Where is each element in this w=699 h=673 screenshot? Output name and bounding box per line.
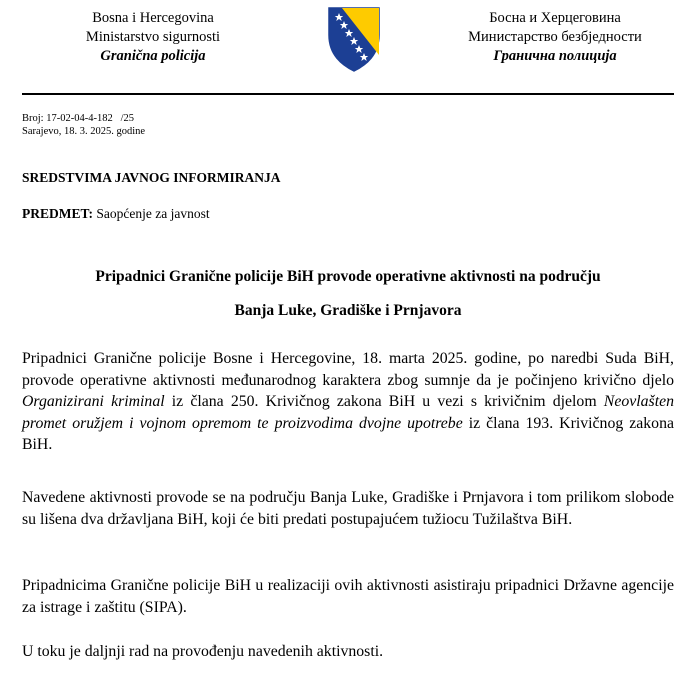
press-release-title [22,260,674,328]
paragraph-1 [22,348,674,456]
document-number: Broj: 17-02-04-4-182 /25 [22,113,134,124]
paragraph-1-text-c: iz člana 193. Krivičnog zakona BiH. [22,414,674,453]
paragraph-1-offense-2: Neovlašten promet oružjem i vojnom opremom te proizvodima dvojne upotrebe [22,393,674,432]
bih-coat-of-arms-icon [326,5,382,73]
agency-name-cyrillic: Гранична полиција [493,48,617,64]
document-meta [22,112,145,138]
subject-value: Saopćenje za javnost [96,206,210,221]
header-divider [22,93,674,95]
ministry-name-cyrillic: Министарство безбједности [468,29,642,45]
letterhead-left-latin [23,9,283,66]
subject-label: PREDMET: [22,206,93,221]
letterhead [0,0,699,96]
letterhead-right-cyrillic [425,9,685,66]
title-line-1: Pripadnici Granične policije BiH provode operativne aktivnosti na području [95,268,601,285]
paragraph-3: Pripadnicima Granične policije BiH u realizaciji ovih aktivnosti asistiraju pripadnici Državne agencije za istrage i zaštitu (SIPA). [22,577,674,616]
subject-line [22,206,210,222]
country-name-cyrillic: Босна и Херцеговина [489,10,621,26]
document-place-date: Sarajevo, 18. 3. 2025. godine [22,126,146,137]
country-name: Bosna i Hercegovina [92,10,214,26]
agency-name: Granična policija [100,48,206,64]
title-line-2: Banja Luke, Gradiške i Prnjavora [234,302,462,319]
paragraph-2: Navedene aktivnosti provode se na području Banja Luke, Gradiške i Prnjavora i tom prilikom slobode su lišena dva državljana BiH, koji će biti predati postupajućem tužiocu Tužilaštva BiH. [22,489,674,528]
paragraph-4: U toku je daljnji rad na provođenju navedenih aktivnosti. [22,643,384,660]
paragraph-1-text-b: iz člana 250. Krivičnog zakona BiH u vezi s krivičnim djelom [164,393,604,410]
ministry-name: Ministarstvo sigurnosti [85,29,221,45]
paragraph-1-offense-1: Organizirani kriminal [22,393,165,410]
recipient: SREDSTVIMA JAVNOG INFORMIRANJA [22,170,281,185]
paragraph-1-text-a: Pripadnici Granične policije Bosne i Hercegovine, 18. marta 2025. godine, po naredbi Suda BiH, provode operativne aktivnosti međunarodnog karaktera zbog sumnje da je počinjeno krivično djelo [22,350,674,389]
